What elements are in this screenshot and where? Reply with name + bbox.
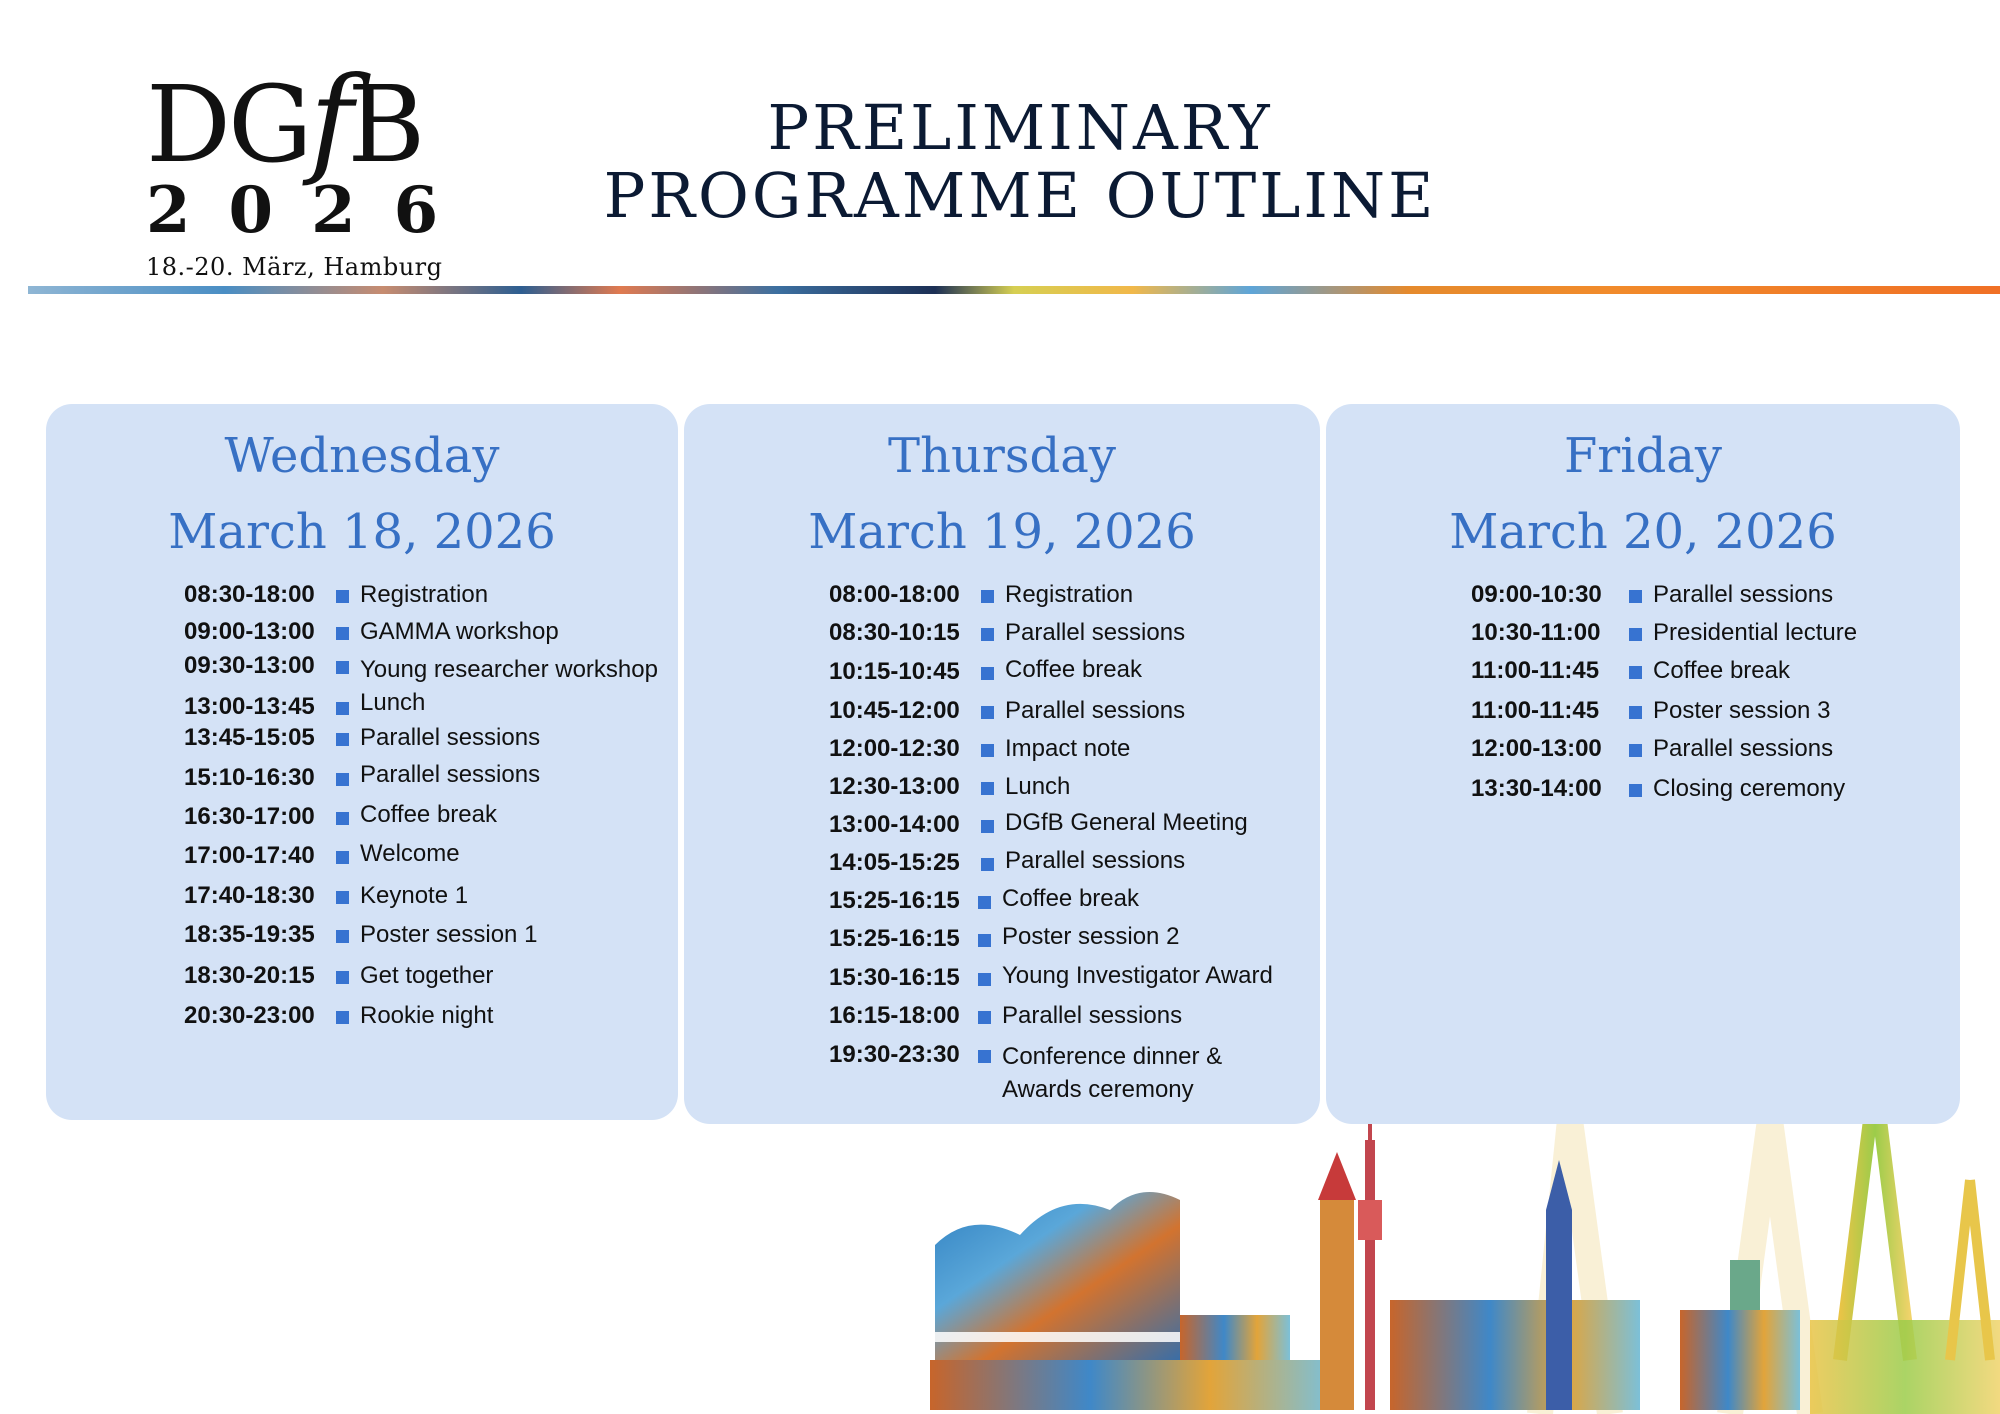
bullet-icon bbox=[336, 812, 349, 825]
bullet-icon bbox=[1629, 706, 1642, 719]
logo-wordmark: DGfB bbox=[146, 51, 423, 189]
bullet-icon bbox=[336, 661, 349, 674]
bullet-icon bbox=[336, 773, 349, 786]
bullet-icon bbox=[981, 744, 994, 757]
bullet-icon bbox=[981, 706, 994, 719]
bullet-icon bbox=[981, 858, 994, 871]
title-line-1: PRELIMINARY bbox=[767, 91, 1273, 164]
bullet-icon bbox=[336, 702, 349, 715]
bullet-icon bbox=[981, 820, 994, 833]
bullet-icon bbox=[1629, 744, 1642, 757]
day-card-wednesday: Wednesday March 18, 2026 08:30-18:00 Registration 09:00-13:00 GAMMA workshop 09:30-13:00 Young researcher workshop 13:00-13:45 Lunch 13:45-15:05 Parallel sessions 15:10-16:30 Parallel sessions 16:30-17:00 Coffee break 17:00-17:40 Welcome 17:40-18:30 Keynote 1 18:35-19:35 Poster session 1 18:30-20:15 Get together 20:30-23:00 Rookie night bbox=[46, 404, 678, 1120]
logo-subtitle: 18.-20. März, Hamburg bbox=[146, 253, 443, 281]
bullet-icon bbox=[1629, 666, 1642, 679]
bullet-icon bbox=[1629, 628, 1642, 641]
day-name: Friday bbox=[1563, 428, 1723, 484]
bullet-icon bbox=[981, 628, 994, 641]
bullet-icon bbox=[336, 971, 349, 984]
header-divider bbox=[28, 286, 2000, 294]
title-line-2: PROGRAMME OUTLINE bbox=[603, 159, 1437, 232]
bullet-icon bbox=[336, 930, 349, 943]
day-heading bbox=[46, 418, 678, 570]
bullet-icon bbox=[978, 1050, 991, 1063]
bullet-icon bbox=[978, 896, 991, 909]
day-heading bbox=[1326, 418, 1960, 570]
bullet-icon bbox=[336, 891, 349, 904]
bullet-icon bbox=[1629, 590, 1642, 603]
day-date: March 18, 2026 bbox=[168, 504, 556, 560]
day-name: Thursday bbox=[888, 428, 1116, 484]
day-heading bbox=[684, 418, 1320, 570]
logo-year: 2026 bbox=[146, 173, 477, 248]
bullet-icon bbox=[336, 1011, 349, 1024]
conference-logo bbox=[146, 51, 477, 281]
day-name: Wednesday bbox=[224, 428, 500, 484]
bullet-icon bbox=[978, 934, 991, 947]
bullet-icon bbox=[336, 590, 349, 603]
day-card-friday: Friday March 20, 2026 09:00-10:30 Parallel sessions 10:30-11:00 Presidential lecture 11:00-11:45 Coffee break 11:00-11:45 Poster session 3 12:00-13:00 Parallel sessions 13:30-14:00 Closing ceremony bbox=[1326, 404, 1960, 1124]
bullet-icon bbox=[981, 667, 994, 680]
day-card-thursday: Thursday March 19, 2026 08:00-18:00 Registration 08:30-10:15 Parallel sessions 10:15-10:45 Coffee break 10:45-12:00 Parallel sessions 12:00-12:30 Impact note 12:30-13:00 Lunch 13:00-14:00 DGfB General Meeting 14:05-15:25 Parallel sessions 15:25-16:15 Coffee break 15:25-16:15 Poster session 2 15:30-16:15 Young Investigator Award 16:15-18:00 Parallel sessions 19:30-23:30 Conference dinner & Awards ceremony bbox=[684, 404, 1320, 1124]
bullet-icon bbox=[981, 590, 994, 603]
day-date: March 19, 2026 bbox=[808, 504, 1196, 560]
bullet-icon bbox=[336, 733, 349, 746]
bullet-icon bbox=[336, 627, 349, 640]
bullet-icon bbox=[1629, 784, 1642, 797]
bullet-icon bbox=[978, 973, 991, 986]
bullet-icon bbox=[981, 782, 994, 795]
day-date: March 20, 2026 bbox=[1449, 504, 1837, 560]
page-title bbox=[520, 91, 1520, 232]
bullet-icon bbox=[978, 1011, 991, 1024]
bullet-icon bbox=[336, 851, 349, 864]
